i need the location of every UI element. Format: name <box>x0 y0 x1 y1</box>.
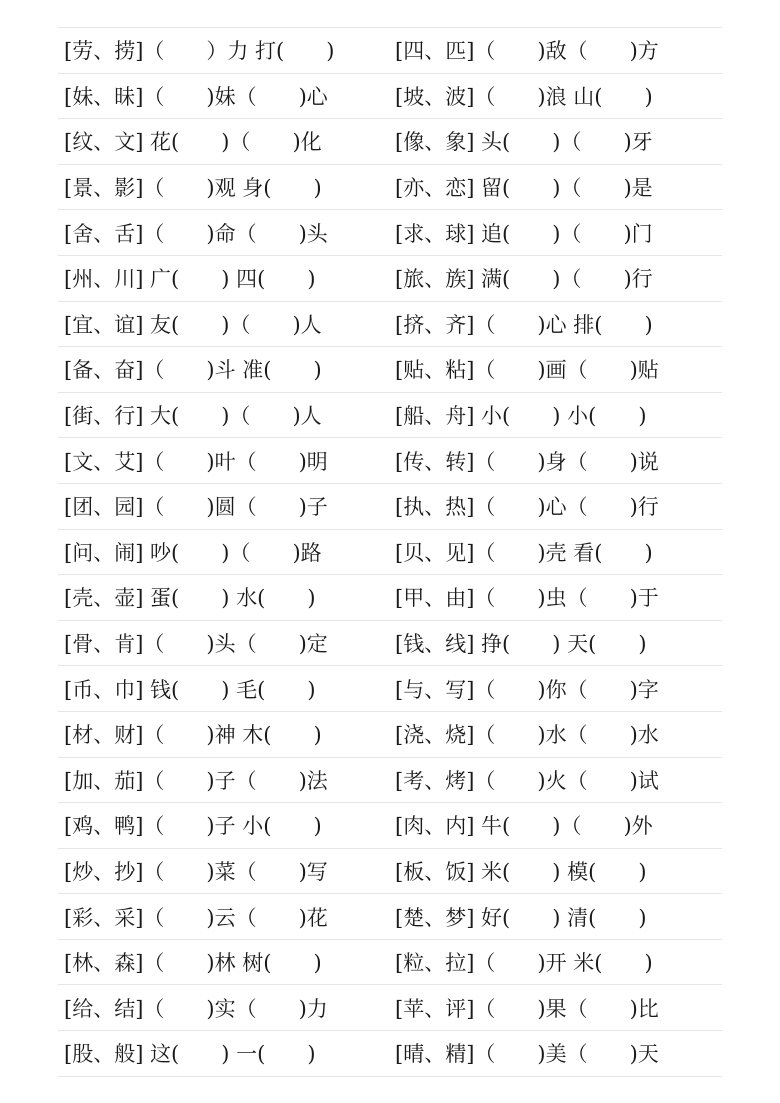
exercise-right: [甲、由]（ )虫（ )于 <box>395 586 659 611</box>
exercise-left: [股、般] 这( ) 一( ) <box>64 1042 316 1067</box>
exercise-right: [板、饭] 米( ) 模( ) <box>395 859 647 884</box>
exercise-left: [币、巾] 钱( ) 毛( ) <box>64 677 316 702</box>
exercise-left: [加、茄]（ )子（ )法 <box>64 768 328 793</box>
exercise-left: [妹、昧]（ )妹（ )心 <box>64 84 328 109</box>
exercise-row <box>58 803 722 849</box>
exercise-row <box>58 165 722 211</box>
exercise-left: [备、奋]（ )斗 准( ) <box>64 358 322 383</box>
exercise-right: [楚、梦] 好( ) 清( ) <box>395 905 647 930</box>
exercise-row <box>58 256 722 302</box>
exercise-row <box>58 28 722 74</box>
exercise-row <box>58 74 722 120</box>
exercise-right: [晴、精]（ )美（ )天 <box>395 1042 659 1067</box>
exercise-left: [团、园]（ )圆（ )子 <box>64 495 328 520</box>
exercise-left: [舍、舌]（ )命（ )头 <box>64 221 328 246</box>
exercise-row <box>58 712 722 758</box>
exercise-row <box>58 210 722 256</box>
exercise-right: [旅、族] 满( )（ )行 <box>395 267 653 292</box>
exercise-left: [宜、谊] 友( )（ )人 <box>64 312 322 337</box>
exercise-right: [考、烤]（ )火（ )试 <box>395 768 659 793</box>
exercise-right: [像、象] 头( )（ )牙 <box>395 130 653 155</box>
exercise-left: [壳、壶] 蛋( ) 水( ) <box>64 586 316 611</box>
exercise-row <box>58 758 722 804</box>
exercise-row <box>58 484 722 530</box>
exercise-left: [文、艾]（ )叶（ )明 <box>64 449 328 474</box>
exercise-right: [执、热]（ )心（ )行 <box>395 495 659 520</box>
exercise-row <box>58 849 722 895</box>
exercise-right: [苹、评]（ )果（ )比 <box>395 996 659 1021</box>
exercise-row <box>58 302 722 348</box>
exercise-right: [肉、内] 牛( )（ )外 <box>395 814 653 839</box>
exercise-row <box>58 530 722 576</box>
exercise-left: [彩、采]（ )云（ )花 <box>64 905 328 930</box>
exercise-right: [贝、见]（ )壳 看( ) <box>395 540 653 565</box>
exercise-right: [贴、粘]（ )画（ )贴 <box>395 358 659 383</box>
exercise-row <box>58 666 722 712</box>
exercise-row <box>58 438 722 484</box>
exercise-right: [浇、烧]（ )水（ )水 <box>395 723 659 748</box>
exercise-row <box>58 621 722 667</box>
exercise-left: [林、森]（ )林 树( ) <box>64 951 322 976</box>
exercise-right: [与、写]（ )你（ )字 <box>395 677 659 702</box>
exercise-row <box>58 575 722 621</box>
exercise-right: [传、转]（ )身（ )说 <box>395 449 659 474</box>
exercise-row <box>58 119 722 165</box>
exercise-left: [街、行] 大( )（ )人 <box>64 404 322 429</box>
exercise-right: [钱、线] 挣( ) 天( ) <box>395 632 647 657</box>
exercise-row <box>58 1031 722 1077</box>
exercise-right: [求、球] 追( )（ )门 <box>395 221 653 246</box>
exercise-right: [船、舟] 小( ) 小( ) <box>395 404 647 429</box>
worksheet <box>58 27 722 1077</box>
exercise-right: [亦、恋] 留( )（ )是 <box>395 176 653 201</box>
exercise-left: [骨、肯]（ )头（ )定 <box>64 632 328 657</box>
exercise-right: [粒、拉]（ )开 米( ) <box>395 951 653 976</box>
exercise-row <box>58 347 722 393</box>
exercise-right: [挤、齐]（ )心 排( ) <box>395 312 653 337</box>
exercise-row <box>58 393 722 439</box>
exercise-left: [景、影]（ )观 身( ) <box>64 176 322 201</box>
exercise-left: [州、川] 广( ) 四( ) <box>64 267 316 292</box>
exercise-row <box>58 940 722 986</box>
exercise-left: [给、结]（ )实（ )力 <box>64 996 328 1021</box>
exercise-row <box>58 894 722 940</box>
exercise-left: [材、财]（ )神 木( ) <box>64 723 322 748</box>
exercise-left: [炒、抄]（ )菜（ )写 <box>64 859 328 884</box>
exercise-right: [坡、波]（ )浪 山( ) <box>395 84 653 109</box>
exercise-left: [问、闹] 吵( )（ )路 <box>64 540 322 565</box>
exercise-left: [纹、文] 花( )（ )化 <box>64 130 322 155</box>
exercise-right: [四、匹]（ )敌（ )方 <box>395 39 659 64</box>
exercise-left: [鸡、鸭]（ )子 小( ) <box>64 814 322 839</box>
exercise-row <box>58 985 722 1031</box>
exercise-left: [劳、捞]（ ）力 打( ) <box>64 39 335 64</box>
